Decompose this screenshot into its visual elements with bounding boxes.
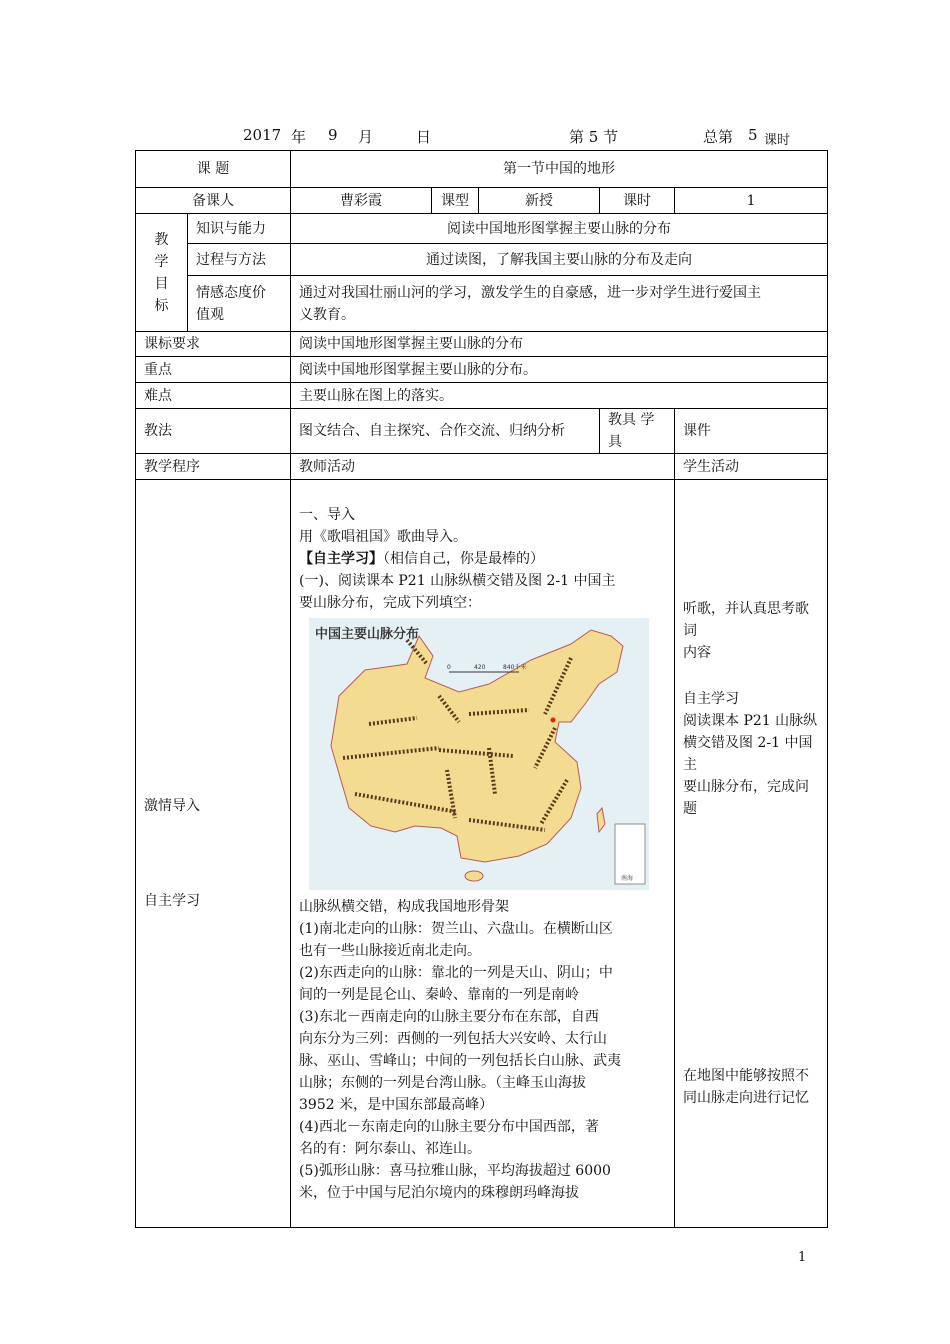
teacher-line: 米，位于中国与尼泊尔境内的珠穆朗玛峰海拔 <box>299 1184 580 1201</box>
header-year-unit: 年 <box>291 128 307 146</box>
procedure-header-row <box>136 454 828 480</box>
procedure-label: 教学程序 <box>136 454 291 480</box>
teacher-line: (1)南北走向的山脉：贺兰山、六盘山。在横断山区 <box>299 920 613 937</box>
teacher-line: 3952 米，是中国东部最高峰） <box>299 1096 494 1113</box>
student-line: 同山脉走向进行记忆 <box>683 1090 810 1107</box>
goal-attitude-label-line: 值观 <box>196 306 224 323</box>
procedure-body-row <box>136 480 828 1228</box>
header-month: 9 <box>328 126 338 144</box>
header-section: 第 5 节 <box>569 128 619 146</box>
student-activity-label: 学生活动 <box>675 454 828 480</box>
method-label: 教法 <box>136 409 291 454</box>
goals-label <box>136 214 188 332</box>
lesson-plan-table <box>135 150 828 1228</box>
hainan-island <box>465 871 483 881</box>
key-point-row <box>136 357 828 383</box>
standard-value: 阅读中国地形图掌握主要山脉的分布 <box>291 332 828 357</box>
lesson-type-value: 新授 <box>479 188 600 214</box>
stage-intro: 激情导入 <box>144 797 200 814</box>
teacher-activity <box>291 480 675 1228</box>
page-number: 1 <box>798 1250 807 1265</box>
student-line: 内容 <box>683 644 712 661</box>
goal-attitude-value-line: 义教育。 <box>299 306 356 323</box>
key-point-label: 重点 <box>136 357 291 383</box>
student-line: 在地图中能够按照不 <box>683 1068 810 1085</box>
standard-row <box>136 332 828 357</box>
topic-row <box>136 151 828 188</box>
goal-knowledge-row <box>136 214 828 244</box>
goal-process-value: 通过读图，了解我国主要山脉的分布及走向 <box>291 244 828 276</box>
difficulty-label: 难点 <box>136 383 291 409</box>
scale-label: 420 <box>474 663 486 671</box>
teacher-line: 山脉；东侧的一列是台湾山脉。（主峰玉山海拔 <box>299 1074 587 1091</box>
goals-label-char: 教 <box>154 231 169 248</box>
student-line: 要山脉分布，完成问题 <box>683 779 810 818</box>
goals-label-char: 标 <box>154 297 169 314</box>
tools-label: 教具 学具 <box>600 409 675 454</box>
method-value: 图文结合、自主探究、合作交流、归纳分析 <box>291 409 600 454</box>
header-month-unit: 月 <box>358 128 374 146</box>
topic-value: 第一节中国的地形 <box>291 151 828 188</box>
goal-knowledge-value: 阅读中国地形图掌握主要山脉的分布 <box>291 214 828 244</box>
preparer-label: 备课人 <box>136 188 291 214</box>
map-title: 中国主要山脉分布 <box>315 626 420 642</box>
tools-value: 课件 <box>675 409 828 454</box>
student-activity <box>675 480 828 1228</box>
scale-label: 840千米 <box>503 663 527 671</box>
student-line: 自主学习 <box>683 691 740 708</box>
difficulty-value: 主要山脉在图上的落实。 <box>291 383 828 409</box>
teacher-line: 山脉纵横交错，构成我国地形骨架 <box>299 898 510 915</box>
goal-attitude-label-line: 情感态度价 <box>196 284 266 301</box>
difficulty-row <box>136 383 828 409</box>
procedure-stages <box>136 480 291 1228</box>
document-header <box>0 126 950 150</box>
goal-attitude-row <box>136 276 828 332</box>
preparer-value: 曹彩霞 <box>291 188 432 214</box>
teacher-line: (一)、阅读课本 P21 山脉纵横交错及图 2-1 中国主 <box>299 572 616 589</box>
teacher-line: (5)弧形山脉：喜马拉雅山脉，平均海拔超过 6000 <box>299 1162 611 1179</box>
capital-marker <box>551 717 556 722</box>
teacher-line: 向东分为三列：西侧的一列包括大兴安岭、太行山 <box>299 1030 608 1047</box>
student-line: 横交错及图 2-1 中国主 <box>683 735 813 774</box>
topic-label: 课 题 <box>136 151 291 188</box>
student-line: 阅读课本 P21 山脉纵 <box>683 713 818 730</box>
goal-process-row <box>136 244 828 276</box>
teacher-line: 用《歌唱祖国》歌曲导入。 <box>299 528 468 545</box>
header-lesson-prefix: 总第 <box>703 128 734 146</box>
teacher-line <box>299 548 666 570</box>
self-study-note: （相信自己，你是最棒的） <box>383 550 545 567</box>
header-lesson-unit: 课时 <box>764 133 791 148</box>
header-day-unit: 日 <box>416 128 432 146</box>
hours-value: 1 <box>675 188 828 214</box>
goal-attitude-value-line: 通过对我国壮丽山河的学习，激发学生的自豪感，进一步对学生进行爱国主 <box>299 284 762 301</box>
header-lesson-num: 5 <box>748 126 758 144</box>
goal-knowledge-label: 知识与能力 <box>188 214 291 244</box>
lesson-type-label: 课型 <box>432 188 479 214</box>
teacher-line: 也有一些山脉接近南北走向。 <box>299 942 482 959</box>
teacher-line: 名的有：阿尔泰山、祁连山。 <box>299 1140 482 1157</box>
goal-process-label: 过程与方法 <box>188 244 291 276</box>
header-year: 2017 <box>243 126 282 144</box>
teacher-line: 要山脉分布，完成下列填空： <box>299 594 482 611</box>
self-study-tag: 【自主学习】 <box>299 550 384 567</box>
hours-label: 课时 <box>600 188 675 214</box>
china-mountains-map <box>309 618 649 890</box>
student-line: 听歌，并认真思考歌词 <box>683 600 810 639</box>
goal-attitude-value <box>291 276 828 332</box>
goals-label-char: 学 <box>154 253 169 270</box>
preparer-row <box>136 188 828 214</box>
standard-label: 课标要求 <box>136 332 291 357</box>
method-row <box>136 409 828 454</box>
teacher-line: 间的一列是昆仑山、秦岭、靠南的一列是南岭 <box>299 986 580 1003</box>
inset-label: 南海 <box>621 874 634 882</box>
teacher-line: (2)东西走向的山脉：靠北的一列是天山、阴山；中 <box>299 964 613 981</box>
teacher-line: 脉、巫山、雪峰山；中间的一列包括长白山脉、武夷 <box>299 1052 622 1069</box>
teacher-line: (4)西北－东南走向的山脉主要分布中国西部，著 <box>299 1118 599 1135</box>
teacher-activity-label: 教师活动 <box>291 454 675 480</box>
teacher-line: (3)东北－西南走向的山脉主要分布在东部，自西 <box>299 1008 599 1025</box>
goals-label-char: 目 <box>154 275 169 292</box>
key-point-value: 阅读中国地形图掌握主要山脉的分布。 <box>291 357 828 383</box>
stage-self-study: 自主学习 <box>144 893 200 910</box>
scale-label: 0 <box>447 663 451 671</box>
goal-attitude-label <box>188 276 291 332</box>
teacher-line: 一、导入 <box>299 506 356 523</box>
